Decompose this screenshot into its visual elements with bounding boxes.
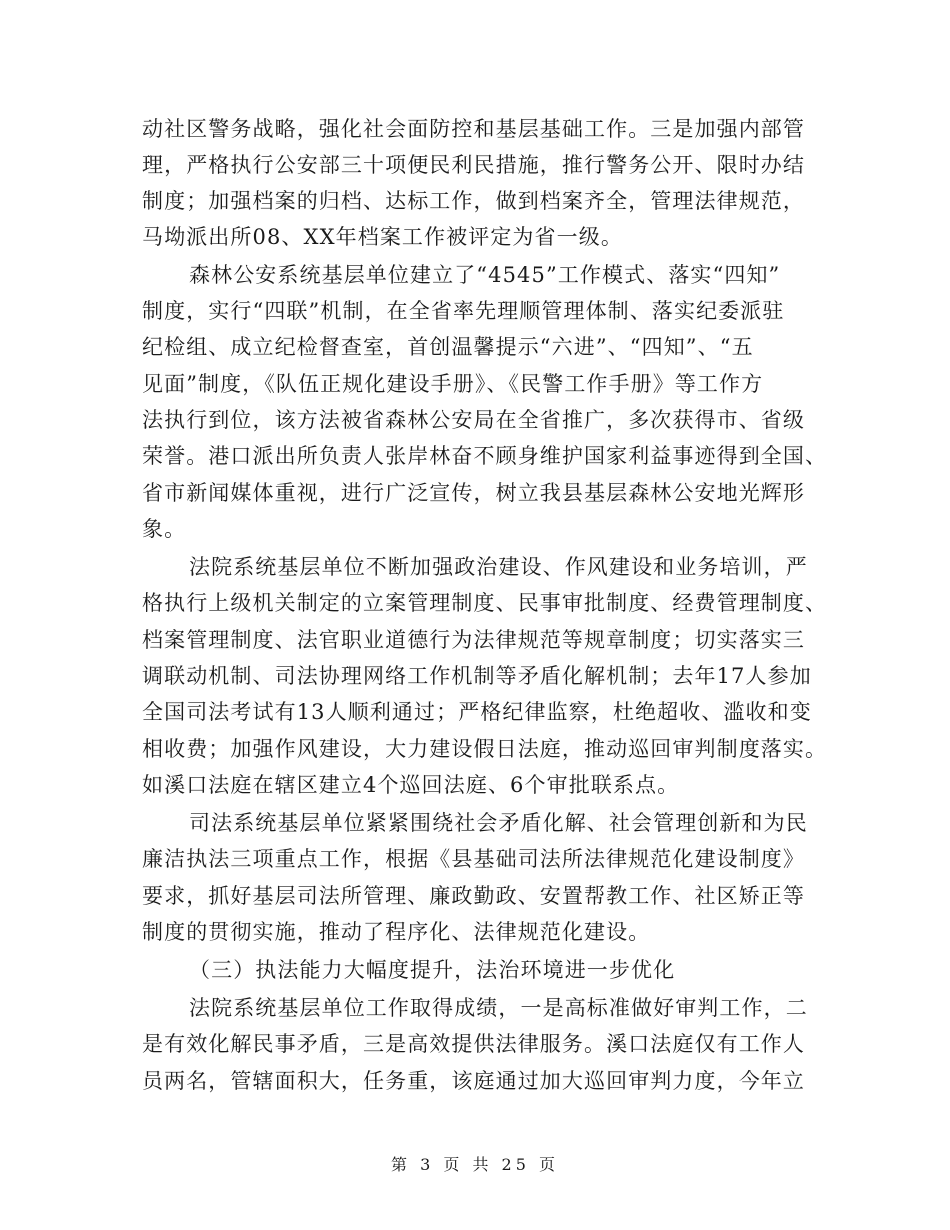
body-text-line: 相收费；加强作风建设，大力建设假日法庭，推动巡回审判制度落实。 bbox=[142, 737, 828, 761]
section-heading: （三）执法能力大幅度提升，法治环境进一步优化 bbox=[189, 958, 676, 982]
body-text-line: 荣誉。港口派出所负责人张岸林奋不顾身维护国家利益事迹得到全国、 bbox=[142, 444, 828, 468]
body-text-line: 象。 bbox=[142, 517, 187, 541]
page-footer: 第 3 页 共 25 页 bbox=[391, 1155, 559, 1174]
body-text-line: 动社区警务战略，强化社会面防控和基层基础工作。三是加强内部管 bbox=[142, 117, 805, 141]
body-text-line: 是有效化解民事矛盾，三是高效提供法律服务。溪口法庭仅有工作人 bbox=[142, 1032, 805, 1056]
body-text-line: 如溪口法庭在辖区建立4个巡回法庭、6个审批联系点。 bbox=[142, 773, 680, 797]
body-text-line: 马坳派出所08、XX年档案工作被评定为省一级。 bbox=[142, 225, 623, 249]
body-text-line: 省市新闻媒体重视，进行广泛宣传，树立我县基层森林公安地光辉形 bbox=[142, 481, 805, 505]
body-text-line: 调联动机制、司法协理网络工作机制等矛盾化解机制；去年17人参加 bbox=[142, 664, 812, 688]
paragraph-first-line: 法院系统基层单位工作取得成绩，一是高标准做好审判工作，二 bbox=[189, 996, 808, 1020]
body-text-line: 要求，抓好基层司法所管理、廉政勤政、安置帮教工作、社区矫正等 bbox=[142, 884, 805, 908]
body-text-line: 法执行到位，该方法被省森林公安局在全省推广，多次获得市、省级 bbox=[142, 408, 805, 432]
paragraph-first-line: 司法系统基层单位紧紧围绕社会矛盾化解、社会管理创新和为民 bbox=[189, 811, 808, 835]
body-text-line: 廉洁执法三项重点工作，根据《县基础司法所法律规范化建设制度》 bbox=[142, 847, 805, 871]
body-text-line: 全国司法考试有13人顺利通过；严格纪律监察，杜绝超收、滥收和变 bbox=[142, 700, 812, 724]
paragraph-first-line: 法院系统基层单位不断加强政治建设、作风建设和业务培训，严 bbox=[189, 555, 808, 579]
body-text-line: 纪检组、成立纪检督查室，首创温馨提示“六进”、“四知”、“五 bbox=[142, 335, 754, 359]
body-text-line: 见面”制度，《队伍正规化建设手册》、《民警工作手册》等工作方 bbox=[142, 372, 764, 396]
body-text-line: 制度，实行“四联”机制，在全省率先理顺管理体制、落实纪委派驻 bbox=[142, 299, 785, 323]
body-text-line: 员两名，管辖面积大，任务重，该庭通过加大巡回审判力度，今年立 bbox=[142, 1069, 805, 1093]
paragraph-first-line: 森林公安系统基层单位建立了“4545”工作模式、落实“四知” bbox=[189, 263, 781, 287]
body-text-line: 格执行上级机关制定的立案管理制度、民事审批制度、经费管理制度、 bbox=[142, 591, 828, 615]
body-text-line: 制度的贯彻实施，推动了程序化、法律规范化建设。 bbox=[142, 920, 651, 944]
body-text-line: 档案管理制度、法官职业道德行为法律规范等规章制度；切实落实三 bbox=[142, 628, 805, 652]
body-text-line: 理，严格执行公安部三十项便民利民措施，推行警务公开、限时办结 bbox=[142, 153, 805, 177]
body-text-line: 制度；加强档案的归档、达标工作，做到档案齐全，管理法律规范， bbox=[142, 189, 805, 213]
